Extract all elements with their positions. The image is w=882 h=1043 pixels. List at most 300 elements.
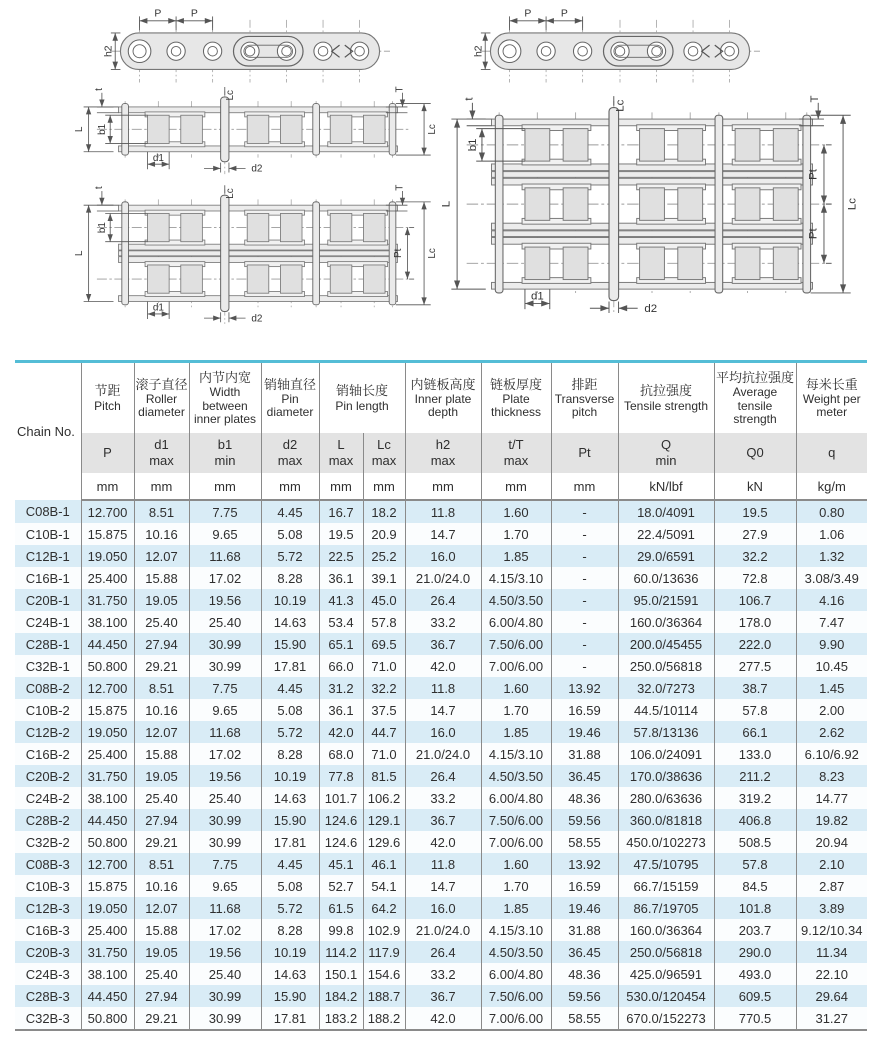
table-row xyxy=(15,611,867,633)
cell-value: 9.65 xyxy=(189,875,261,897)
cell-value: 14.63 xyxy=(261,963,319,985)
cell-value: 360.0/81818 xyxy=(618,809,714,831)
table-row xyxy=(15,809,867,831)
table-row xyxy=(15,633,867,655)
cell-value: 57.8 xyxy=(363,611,405,633)
cell-value: 25.40 xyxy=(134,611,189,633)
cell-value: 250.0/56818 xyxy=(618,655,714,677)
cell-value: 36.1 xyxy=(319,567,363,589)
cell-value: 5.08 xyxy=(261,523,319,545)
dim-label-b1: b1 xyxy=(97,222,109,234)
cell-value: 22.10 xyxy=(796,963,867,985)
dim-label-Lc: Lc xyxy=(225,90,237,101)
cell-chain-no: C20B-3 xyxy=(15,941,81,963)
dim-label-Lc: Lc xyxy=(614,99,627,112)
header-cn: 每米长重 xyxy=(805,376,858,392)
table-row xyxy=(15,985,867,1007)
cell-value: 18.2 xyxy=(363,500,405,523)
cell-value: 66.7/15159 xyxy=(618,875,714,897)
cell-value: 7.00/6.00 xyxy=(481,655,551,677)
cell-value: 16.0 xyxy=(405,721,481,743)
cell-value: 129.1 xyxy=(363,809,405,831)
chain-spec-table xyxy=(15,360,867,1031)
cell-value: 203.7 xyxy=(714,919,796,941)
cell-value: 9.65 xyxy=(189,523,261,545)
cell-value: 50.800 xyxy=(81,831,134,853)
cell-value: 42.0 xyxy=(405,655,481,677)
cell-value: 12.07 xyxy=(134,897,189,919)
dim-label-L: L xyxy=(73,250,85,257)
cell-value: 58.55 xyxy=(551,831,618,853)
cell-value: 19.050 xyxy=(81,545,134,567)
cell-value: 54.1 xyxy=(363,875,405,897)
cell-value: 99.8 xyxy=(319,919,363,941)
cell-chain-no: C08B-1 xyxy=(15,500,81,523)
cell-value: 178.0 xyxy=(714,611,796,633)
cell-value: 7.50/6.00 xyxy=(481,633,551,655)
cell-value: 17.81 xyxy=(261,831,319,853)
cell-value: 2.00 xyxy=(796,699,867,721)
cell-value: 14.63 xyxy=(261,611,319,633)
cell-value: 17.02 xyxy=(189,919,261,941)
cell-value: 57.8 xyxy=(714,853,796,875)
header-unit: kN xyxy=(714,473,796,500)
cell-value: 2.87 xyxy=(796,875,867,897)
dim-label-Lc: Lc xyxy=(426,248,438,259)
cell-value: 20.94 xyxy=(796,831,867,853)
cell-value: 65.1 xyxy=(319,633,363,655)
cell-value: 27.94 xyxy=(134,809,189,831)
cell-value: 10.19 xyxy=(261,589,319,611)
header-cn: 内链板高度 xyxy=(410,376,476,392)
cell-value: 106.0/24091 xyxy=(618,743,714,765)
cell-value: - xyxy=(551,545,618,567)
header-cn: 排距 xyxy=(571,376,598,392)
cell-chain-no: C28B-1 xyxy=(15,633,81,655)
cell-value: 30.99 xyxy=(189,809,261,831)
cell-value: 21.0/24.0 xyxy=(405,567,481,589)
diagram-plan-view-triplex xyxy=(438,90,866,322)
cell-value: 50.800 xyxy=(81,1007,134,1030)
cell-value: 290.0 xyxy=(714,941,796,963)
dim-label-Lc: Lc xyxy=(846,198,859,211)
dim-label-t: t xyxy=(93,88,105,91)
cell-value: 5.08 xyxy=(261,699,319,721)
cell-value: 183.2 xyxy=(319,1007,363,1030)
dim-label-Pt: Pt xyxy=(807,228,820,240)
header-cn: 平均抗拉强度 xyxy=(715,370,794,386)
table-row xyxy=(15,545,867,567)
cell-value: 16.0 xyxy=(405,897,481,919)
symbol-line1: Lc xyxy=(377,437,391,453)
cell-value: 8.28 xyxy=(261,743,319,765)
cell-value: 11.8 xyxy=(405,853,481,875)
cell-value: 6.10/6.92 xyxy=(796,743,867,765)
cell-value: 280.0/63636 xyxy=(618,787,714,809)
symbol-line2: max xyxy=(503,453,529,468)
header-symbol xyxy=(405,433,481,473)
dim-label-b1: b1 xyxy=(97,123,109,135)
symbol-line1: P xyxy=(103,445,112,461)
cell-value: 25.400 xyxy=(81,919,134,941)
header-group-5 xyxy=(405,362,481,434)
table-row xyxy=(15,787,867,809)
cell-value: 36.45 xyxy=(551,765,618,787)
cell-value: 7.75 xyxy=(189,677,261,699)
cell-value: 48.36 xyxy=(551,963,618,985)
cell-value: 4.15/3.10 xyxy=(481,567,551,589)
header-symbol xyxy=(618,433,714,473)
cell-value: 15.88 xyxy=(134,919,189,941)
cell-value: 16.59 xyxy=(551,875,618,897)
cell-value: 19.5 xyxy=(319,523,363,545)
header-en: Width between inner plates xyxy=(193,385,257,426)
cell-value: - xyxy=(551,567,618,589)
cell-value: 101.7 xyxy=(319,787,363,809)
cell-value: 770.5 xyxy=(714,1007,796,1030)
header-symbol xyxy=(481,433,551,473)
cell-value: 59.56 xyxy=(551,985,618,1007)
cell-value: 4.45 xyxy=(261,677,319,699)
diagram-plan-view-duplex xyxy=(72,180,444,330)
symbol-line1: q xyxy=(828,445,836,461)
dim-label-h2: h2 xyxy=(103,45,115,58)
cell-value: 44.7 xyxy=(363,721,405,743)
cell-value: 14.7 xyxy=(405,699,481,721)
cell-value: 17.02 xyxy=(189,743,261,765)
cell-value: 16.7 xyxy=(319,500,363,523)
cell-value: 27.9 xyxy=(714,523,796,545)
cell-value: 8.51 xyxy=(134,677,189,699)
symbol-line1: L xyxy=(337,437,345,453)
cell-value: 44.450 xyxy=(81,809,134,831)
cell-value: 57.8/13136 xyxy=(618,721,714,743)
cell-value: - xyxy=(551,500,618,523)
cell-value: 133.0 xyxy=(714,743,796,765)
header-unit: kg/m xyxy=(796,473,867,500)
table-row xyxy=(15,941,867,963)
table-row xyxy=(15,567,867,589)
cell-value: 22.4/5091 xyxy=(618,523,714,545)
cell-value: 14.77 xyxy=(796,787,867,809)
cell-value: 31.750 xyxy=(81,589,134,611)
header-group-10 xyxy=(796,362,867,434)
cell-value: 16.59 xyxy=(551,699,618,721)
dim-label-d2: d2 xyxy=(251,163,263,175)
dim-label-d2: d2 xyxy=(251,313,263,325)
dim-label-T: T xyxy=(394,184,406,191)
cell-value: 0.80 xyxy=(796,500,867,523)
cell-value: 170.0/38636 xyxy=(618,765,714,787)
cell-value: 4.50/3.50 xyxy=(481,589,551,611)
cell-value: 1.60 xyxy=(481,853,551,875)
cell-value: 15.875 xyxy=(81,523,134,545)
header-en: Transverse pitch xyxy=(554,391,615,420)
symbol-line2: max xyxy=(371,453,397,468)
cell-value: 59.56 xyxy=(551,809,618,831)
cell-value: 8.51 xyxy=(134,500,189,523)
cell-value: 25.40 xyxy=(134,787,189,809)
cell-value: 19.82 xyxy=(796,809,867,831)
header-symbol xyxy=(319,433,363,473)
side-view-drawing xyxy=(104,8,390,82)
cell-value: 6.00/4.80 xyxy=(481,787,551,809)
cell-value: 1.45 xyxy=(796,677,867,699)
cell-value: 29.21 xyxy=(134,831,189,853)
header-cn: 节距 xyxy=(94,383,121,399)
cell-value: 48.36 xyxy=(551,787,618,809)
header-group-6 xyxy=(481,362,551,434)
cell-value: 12.07 xyxy=(134,721,189,743)
cell-chain-no: C12B-2 xyxy=(15,721,81,743)
cell-value: 22.5 xyxy=(319,545,363,567)
cell-value: 5.72 xyxy=(261,545,319,567)
cell-value: 129.6 xyxy=(363,831,405,853)
symbol-line1: d1 xyxy=(154,437,169,453)
cell-chain-no: C32B-3 xyxy=(15,1007,81,1030)
cell-value: 19.56 xyxy=(189,941,261,963)
dim-label-P: P xyxy=(190,8,198,20)
cell-value: 1.85 xyxy=(481,721,551,743)
cell-value: 7.00/6.00 xyxy=(481,1007,551,1030)
table-row xyxy=(15,699,867,721)
table-row xyxy=(15,853,867,875)
cell-value: 11.8 xyxy=(405,500,481,523)
dim-label-Lc: Lc xyxy=(426,124,438,135)
cell-value: 250.0/56818 xyxy=(618,941,714,963)
header-unit: kN/lbf xyxy=(618,473,714,500)
cell-value: 10.45 xyxy=(796,655,867,677)
cell-value: 1.70 xyxy=(481,699,551,721)
cell-value: 66.1 xyxy=(714,721,796,743)
cell-value: 30.99 xyxy=(189,633,261,655)
side-view-drawing xyxy=(474,8,760,82)
cell-value: 4.15/3.10 xyxy=(481,743,551,765)
cell-chain-no: C32B-1 xyxy=(15,655,81,677)
cell-value: 53.4 xyxy=(319,611,363,633)
dim-label-b1: b1 xyxy=(467,138,480,152)
cell-value: 8.51 xyxy=(134,853,189,875)
table-row xyxy=(15,963,867,985)
cell-value: 38.100 xyxy=(81,787,134,809)
header-unit: mm xyxy=(189,473,261,500)
cell-chain-no: C12B-3 xyxy=(15,897,81,919)
cell-value: 200.0/45455 xyxy=(618,633,714,655)
cell-chain-no: C16B-1 xyxy=(15,567,81,589)
symbol-line2: max xyxy=(328,453,354,468)
cell-value: 10.16 xyxy=(134,699,189,721)
cell-value: 36.45 xyxy=(551,941,618,963)
cell-value: 10.16 xyxy=(134,875,189,897)
header-unit: mm xyxy=(134,473,189,500)
header-group-8 xyxy=(618,362,714,434)
cell-value: 39.1 xyxy=(363,567,405,589)
cell-value: 11.34 xyxy=(796,941,867,963)
cell-value: 26.4 xyxy=(405,941,481,963)
cell-value: 7.75 xyxy=(189,500,261,523)
cell-chain-no: C24B-2 xyxy=(15,787,81,809)
cell-value: 31.88 xyxy=(551,743,618,765)
cell-value: 19.46 xyxy=(551,721,618,743)
table-row xyxy=(15,875,867,897)
cell-value: 41.3 xyxy=(319,589,363,611)
cell-value: 8.28 xyxy=(261,919,319,941)
table-row xyxy=(15,743,867,765)
cell-value: 6.00/4.80 xyxy=(481,611,551,633)
dim-label-d1: d1 xyxy=(152,302,164,314)
cell-value: 15.90 xyxy=(261,809,319,831)
header-cn: 销轴长度 xyxy=(335,383,388,399)
cell-value: 44.5/10114 xyxy=(618,699,714,721)
cell-value: 20.9 xyxy=(363,523,405,545)
symbol-line2: min xyxy=(214,453,236,468)
cell-chain-no: C16B-2 xyxy=(15,743,81,765)
cell-value: 17.81 xyxy=(261,1007,319,1030)
cell-chain-no: C28B-3 xyxy=(15,985,81,1007)
cell-value: 17.02 xyxy=(189,567,261,589)
dim-label-L: L xyxy=(73,126,85,133)
cell-value: 12.700 xyxy=(81,677,134,699)
dim-label-T: T xyxy=(809,95,822,103)
cell-value: 5.08 xyxy=(261,875,319,897)
cell-value: 19.05 xyxy=(134,765,189,787)
cell-value: 160.0/36364 xyxy=(618,611,714,633)
header-en: Inner plate depth xyxy=(414,391,472,420)
cell-value: 154.6 xyxy=(363,963,405,985)
diagram-side-view-right xyxy=(458,6,782,86)
dim-label-Pt: Pt xyxy=(807,169,820,180)
cell-chain-no: C10B-1 xyxy=(15,523,81,545)
header-unit: mm xyxy=(81,473,134,500)
cell-value: 32.2 xyxy=(714,545,796,567)
cell-value: 6.00/4.80 xyxy=(481,963,551,985)
cell-value: 150.1 xyxy=(319,963,363,985)
cell-value: 18.0/4091 xyxy=(618,500,714,523)
cell-value: 7.00/6.00 xyxy=(481,831,551,853)
cell-value: 19.05 xyxy=(134,941,189,963)
header-cn: 内节内宽 xyxy=(198,370,251,386)
cell-value: 11.68 xyxy=(189,897,261,919)
dim-label-T: T xyxy=(394,86,406,93)
dim-label-t: t xyxy=(93,186,105,190)
cell-value: 36.1 xyxy=(319,699,363,721)
table-row xyxy=(15,523,867,545)
cell-chain-no: C24B-3 xyxy=(15,963,81,985)
cell-value: 61.5 xyxy=(319,897,363,919)
header-symbol xyxy=(261,433,319,473)
cell-value: 9.12/10.34 xyxy=(796,919,867,941)
dim-label-Pt: Pt xyxy=(392,248,404,259)
dim-label-t: t xyxy=(463,97,476,101)
cell-value: 1.60 xyxy=(481,677,551,699)
header-cn: 链板厚度 xyxy=(489,376,542,392)
cell-value: 106.7 xyxy=(714,589,796,611)
cell-value: 15.88 xyxy=(134,567,189,589)
cell-value: 25.40 xyxy=(134,963,189,985)
cell-value: 14.7 xyxy=(405,875,481,897)
cell-value: 117.9 xyxy=(363,941,405,963)
cell-value: 45.0 xyxy=(363,589,405,611)
cell-value: 29.64 xyxy=(796,985,867,1007)
cell-value: 38.100 xyxy=(81,611,134,633)
table-row xyxy=(15,721,867,743)
cell-value: 32.0/7273 xyxy=(618,677,714,699)
symbol-line2: max xyxy=(277,453,303,468)
cell-value: 26.4 xyxy=(405,765,481,787)
cell-value: - xyxy=(551,611,618,633)
cell-value: 15.90 xyxy=(261,633,319,655)
cell-value: 25.40 xyxy=(189,787,261,809)
cell-value: 27.94 xyxy=(134,985,189,1007)
cell-value: 19.56 xyxy=(189,765,261,787)
cell-value: 101.8 xyxy=(714,897,796,919)
cell-value: 15.90 xyxy=(261,985,319,1007)
cell-value: 19.05 xyxy=(134,589,189,611)
cell-value: 44.450 xyxy=(81,985,134,1007)
cell-value: 1.85 xyxy=(481,897,551,919)
cell-value: 38.7 xyxy=(714,677,796,699)
cell-value: 46.1 xyxy=(363,853,405,875)
dim-label-d1: d1 xyxy=(530,290,544,303)
cell-value: 64.2 xyxy=(363,897,405,919)
cell-chain-no: C08B-2 xyxy=(15,677,81,699)
header-cn: 销轴直径 xyxy=(263,376,316,392)
cell-value: 16.0 xyxy=(405,545,481,567)
cell-value: 106.2 xyxy=(363,787,405,809)
cell-chain-no: C10B-3 xyxy=(15,875,81,897)
plan-view-drawing xyxy=(74,185,438,325)
header-unit: mm xyxy=(363,473,405,500)
cell-value: - xyxy=(551,633,618,655)
cell-value: 1.60 xyxy=(481,500,551,523)
cell-value: 19.56 xyxy=(189,589,261,611)
cell-value: 50.800 xyxy=(81,655,134,677)
cell-value: 124.6 xyxy=(319,831,363,853)
cell-chain-no: C28B-2 xyxy=(15,809,81,831)
cell-value: 29.21 xyxy=(134,1007,189,1030)
cell-chain-no: C10B-2 xyxy=(15,699,81,721)
table-row xyxy=(15,919,867,941)
cell-value: 25.40 xyxy=(189,963,261,985)
cell-value: 19.46 xyxy=(551,897,618,919)
cell-value: 4.50/3.50 xyxy=(481,941,551,963)
cell-value: 58.55 xyxy=(551,1007,618,1030)
cell-value: 21.0/24.0 xyxy=(405,743,481,765)
cell-value: 1.70 xyxy=(481,523,551,545)
symbol-line1: Pt xyxy=(578,445,591,461)
table-row xyxy=(15,831,867,853)
cell-value: 25.400 xyxy=(81,743,134,765)
header-unit: mm xyxy=(261,473,319,500)
cell-value: 11.68 xyxy=(189,721,261,743)
cell-value: 30.99 xyxy=(189,655,261,677)
cell-value: 33.2 xyxy=(405,787,481,809)
symbol-line1: Q0 xyxy=(746,445,764,461)
cell-value: 10.19 xyxy=(261,765,319,787)
cell-value: 450.0/102273 xyxy=(618,831,714,853)
cell-value: 4.50/3.50 xyxy=(481,765,551,787)
plan-view-drawing xyxy=(440,95,858,315)
table-header xyxy=(15,362,867,501)
header-symbol xyxy=(551,433,618,473)
header-en: Pitch xyxy=(94,398,121,413)
cell-value: 211.2 xyxy=(714,765,796,787)
plan-view-drawing xyxy=(74,86,438,174)
cell-value: 38.100 xyxy=(81,963,134,985)
cell-value: 508.5 xyxy=(714,831,796,853)
cell-value: 26.4 xyxy=(405,589,481,611)
cell-value: 68.0 xyxy=(319,743,363,765)
